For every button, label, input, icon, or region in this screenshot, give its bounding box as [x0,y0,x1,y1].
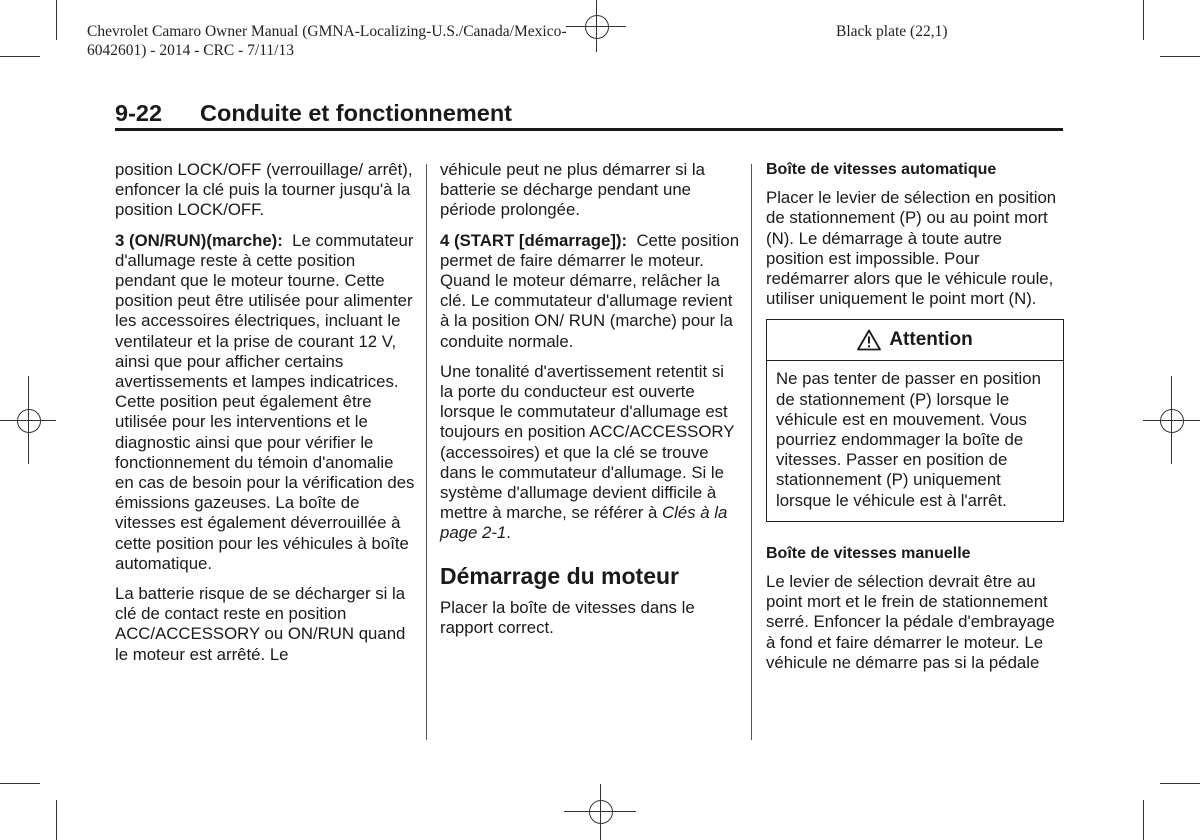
column-3 [766,160,1064,683]
column-1 [115,160,415,675]
warning-triangle-icon [857,329,881,351]
subheading-automatic: Boîte de vitesses automatique [766,161,997,178]
column-divider-2 [751,164,752,740]
crop-mark-bl-v [56,800,57,840]
manual-meta-line1: Chevrolet Camaro Owner Manual (GMNA-Localizing-U.S./Canada/Mexico- [87,23,567,40]
crop-mark-br-v [1143,800,1144,840]
section-number: 9-22 [115,100,163,126]
crop-mark-bl-h [0,783,40,784]
crop-mark-br-h [1160,783,1200,784]
column-2 [440,160,740,648]
subheading-manual: Boîte de vitesses manuelle [766,544,971,562]
manual-meta [87,22,607,60]
attention-title: Attention [889,329,973,351]
header-rule [115,128,1063,131]
crop-mark-tr-v [1143,0,1144,40]
paragraph: Placer le levier de sélection en position de stationnement (P) ou au point mort (N). Le démarrage à toute autre position est impossible. Pour redémarrer alors que le véhicule roule, utiliser uniquement le point mort (N). [766,188,1057,309]
position-label: 4 (START [démarrage]): [440,230,628,250]
paragraph-text: Une tonalité d'avertissement retentit si la porte du conducteur est ouverte lorsque le commutateur d'allumage est toujours en position ACC/ACCESSORY (accessoires) et que la clé se trouve dans le commutateur d'allumage. Si le système d'allumage devient difficile à mettre à marche, se référer à [440,361,735,523]
cross-reference-link[interactable]: Clés à la page 2-1 [440,503,728,543]
section-title: Conduite et fonctionnement [200,100,513,126]
position-text: Le commutateur d'allumage reste à cette position pendant que le moteur tourne. Cette position peut être utilisée pour alimenter les accessoires électriques, incluant le ventilateur et la prise de courant 12 V, ainsi que pour afficher certains avertissements et lampes indicatrices. Cette position peut également être utilisée pour les interventions et le diagnostic ainsi que pour vérifier le fonctionnement du témoin d'anomalie en cas de besoin pour la vérification des émissions gazeuses. La boîte de vitesses est également déverrouillée à cette position pour les véhicules à boîte automatique. [115,230,415,573]
attention-body: Ne pas tenter de passer en position de stationnement (P) lorsque le véhicule est en mouvement. Vous pourriez endommager la boîte de vitesses. Passer en position de stationnement (P) uniquement lorsque le véhicule est à l'arrêt. [776,369,1041,510]
paragraph: Le levier de sélection devrait être au point mort et le frein de stationnement serré. Enfoncer la pédale d'embrayage à fond et faire démarrer le moteur. Le véhicule ne démarre pas si la pédale [766,572,1055,672]
position-label: 3 (ON/RUN)(marche): [115,230,283,250]
paragraph: Placer la boîte de vitesses dans le rapport correct. [440,597,695,637]
crop-mark-tl-h [0,56,40,57]
attention-header [767,320,1063,361]
paragraph: La batterie risque de se décharger si la clé de contact reste en position ACC/ACCESSORY ou ON/RUN quand le moteur est arrêté. Le [115,584,406,664]
column-divider-1 [426,164,427,740]
crop-mark-tl-v [56,0,57,40]
manual-meta-line2: 6042601) - 2014 - CRC - 7/11/13 [87,42,294,59]
paragraph-on-run [115,231,415,574]
crop-mark-tr-h [1160,56,1200,57]
paragraph: véhicule peut ne plus démarrer si la batterie se décharge pendant une période prolongée. [440,160,705,220]
attention-box [766,319,1064,521]
paragraph: position LOCK/OFF (verrouillage/ arrêt), enfoncer la clé puis la tourner jusqu'à la position LOCK/OFF. [115,160,413,220]
position-text: Cette position permet de faire démarrer le moteur. Quand le moteur démarre, relâcher la clé. Le commutateur d'allumage revient à la position ON/ RUN (marche) pour la conduite normale. [440,230,740,351]
paragraph-warning-tone: Une tonalité d'avertissement retentit si la porte du conducteur est ouverte lorsque le commutateur d'allumage est toujours en position ACC/ACCESSORY (accessoires) et que la clé se trouve dans le commutateur d'allumage. Si le système d'allumage devient difficile à mettre à marche, se référer à Clés à la page 2-1. [440,361,735,543]
plate-label: Black plate (22,1) [836,23,948,40]
section-heading: Démarrage du moteur [440,562,680,589]
paragraph-start [440,231,740,352]
